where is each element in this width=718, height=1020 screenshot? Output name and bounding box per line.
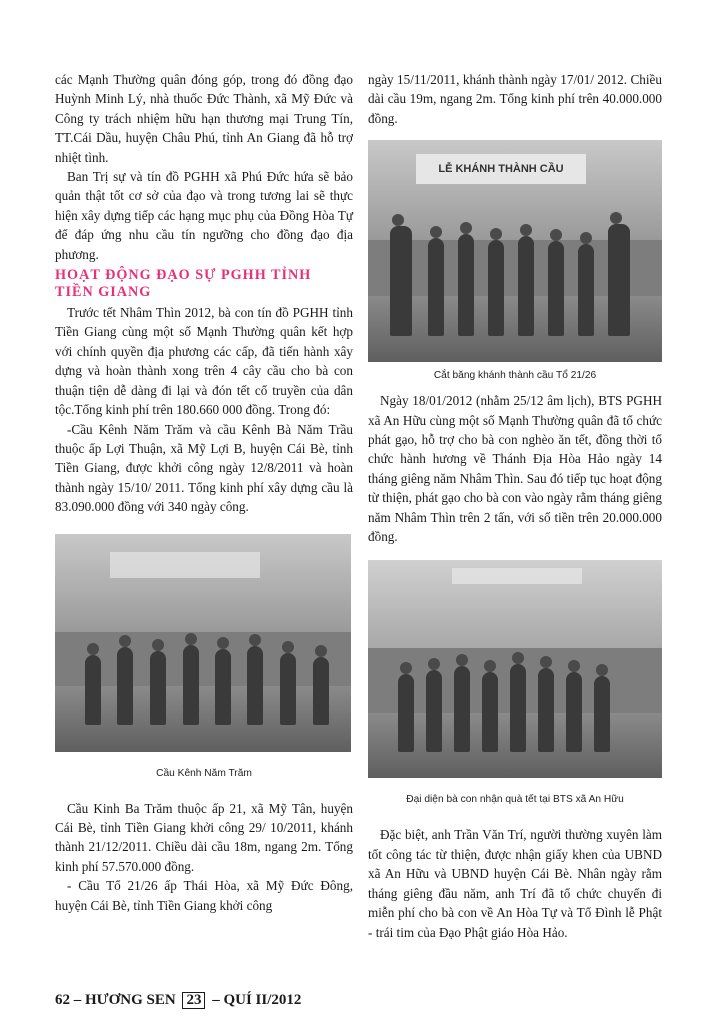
- paragraph: ngày 15/11/2011, khánh thành ngày 17/01/ 2012. Chiều dài cầu 19m, ngang 2m. Tổng kinh phí trên 40.000.000 đồng.: [368, 72, 662, 126]
- page-number: 62: [55, 992, 70, 1008]
- left-column: [55, 70, 353, 915]
- photo-banner: LỄ KHÁNH THÀNH CẦU: [416, 154, 586, 184]
- issue-number: 23: [182, 992, 205, 1009]
- paragraph: - Cầu Tổ 21/26 ấp Thái Hòa, xã Mỹ Đức Đông, huyện Cái Bè, tỉnh Tiền Giang khởi công: [55, 878, 353, 913]
- paragraph: -Cầu Kênh Năm Trăm và cầu Kênh Bà Năm Trầu thuộc ấp Lợi Thuận, xã Mỹ Lợi B, huyện Cái Bè, tỉnh Tiền Giang, được khởi công ngày 12/8/2011 và hoàn thành ngày 15/10/ 2011. Tổng kinh phí xây dựng cầu là 83.090.000 đồng với 340 ngày công.: [55, 421, 353, 515]
- paragraph: các Mạnh Thường quân đóng góp, trong đó đồng đạo Huỳnh Minh Lý, nhà thuốc Đức Thành, xã Mỹ Đức và Công ty trách nhiệm hữu hạn thương mại Trung Tín, TT.Cái Dầu, huyện Châu Phú, tỉnh An Giang đã hỗ trợ nhiệt tình.: [55, 72, 353, 165]
- paragraph: Ngày 18/01/2012 (nhằm 25/12 âm lịch), BTS PGHH xã An Hữu cùng một số Mạnh Thường quân đã tổ chức phát gạo, hỗ trợ cho bà con nghèo ăn tết, đồng thời tổ chức hành hương về Thánh Địa Hòa Hảo ngày 14 tháng giêng năm Nhâm Thìn. Sau đó tiếp tục hoạt động từ thiện, phát gạo cho bà con vào ngày rằm tháng giêng năm Nhâm Thìn trên 2 tấn, với số tiền trên 20.000.000 đồng.: [368, 393, 662, 545]
- photo-caption: Cầu Kênh Năm Trăm: [156, 767, 252, 779]
- photo-gift-recipients: [368, 560, 662, 778]
- paragraph: Đặc biệt, anh Trần Văn Trí, người thường xuyên làm tốt công tác từ thiện, được nhận giấy khen của UBND xã An Hữu và UBND huyện Cái Bè. Nhân ngày rằm tháng giêng đầu năm, anh Trí đã tổ chức chuyến đi miễn phí cho bà con về An Hòa Tự và Tổ Đình lễ Phật - trái tim của Đạo Phật giáo Hòa Hảo.: [368, 827, 662, 940]
- paragraph: Ban Trị sự và tín đồ PGHH xã Phú Đức hứa sẽ bảo quản thật tốt cơ sở của đạo và trong tương lai sẽ thực hiện xây dựng tiếp các hạng mục phụ của Đồng Hòa Tự để đáp ứng nhu cầu tín ngưỡng cho đồng đạo địa phương.: [55, 169, 353, 262]
- right-column: [368, 70, 662, 942]
- photo-ribbon-cutting: [368, 140, 662, 362]
- paragraph: Cầu Kinh Ba Trăm thuộc ấp 21, xã Mỹ Tân, huyện Cái Bè, tỉnh Tiền Giang khởi công 29/ 10/2011, khánh thành 21/12/2011. Chiều dài cầu 18m, ngang 2m. Tổng kinh phí 57.570.000 đồng.: [55, 800, 353, 874]
- page-footer: [55, 992, 301, 1009]
- photo-bridge-kenh-nam-tram: [55, 534, 351, 752]
- issue-quarter: – QUÍ II/2012: [212, 992, 302, 1008]
- paragraph: Trước tết Nhâm Thìn 2012, bà con tín đồ PGHH tỉnh Tiền Giang cùng một số Mạnh Thường quân kết hợp với chính quyền địa phương các cấp, đã tiến hành xây dựng và hoàn thành xong trên 4 cây cầu cho bà con thuận tiện dễ dàng đi lại và đón tết cổ truyền của dân tộc.Tổng kinh phí trên 180.660 000 đồng. Trong đó:: [55, 305, 353, 418]
- section-heading: HOẠT ĐỘNG ĐẠO SỰ PGHH TỈNH TIỀN GIANG: [55, 267, 312, 301]
- photo-caption: Cắt băng khánh thành cầu Tổ 21/26: [433, 370, 597, 382]
- photo-caption: Đại diện bà con nhận quà tết tại BTS xã An Hữu: [406, 794, 624, 806]
- publication-name: – HƯƠNG SEN: [73, 992, 176, 1008]
